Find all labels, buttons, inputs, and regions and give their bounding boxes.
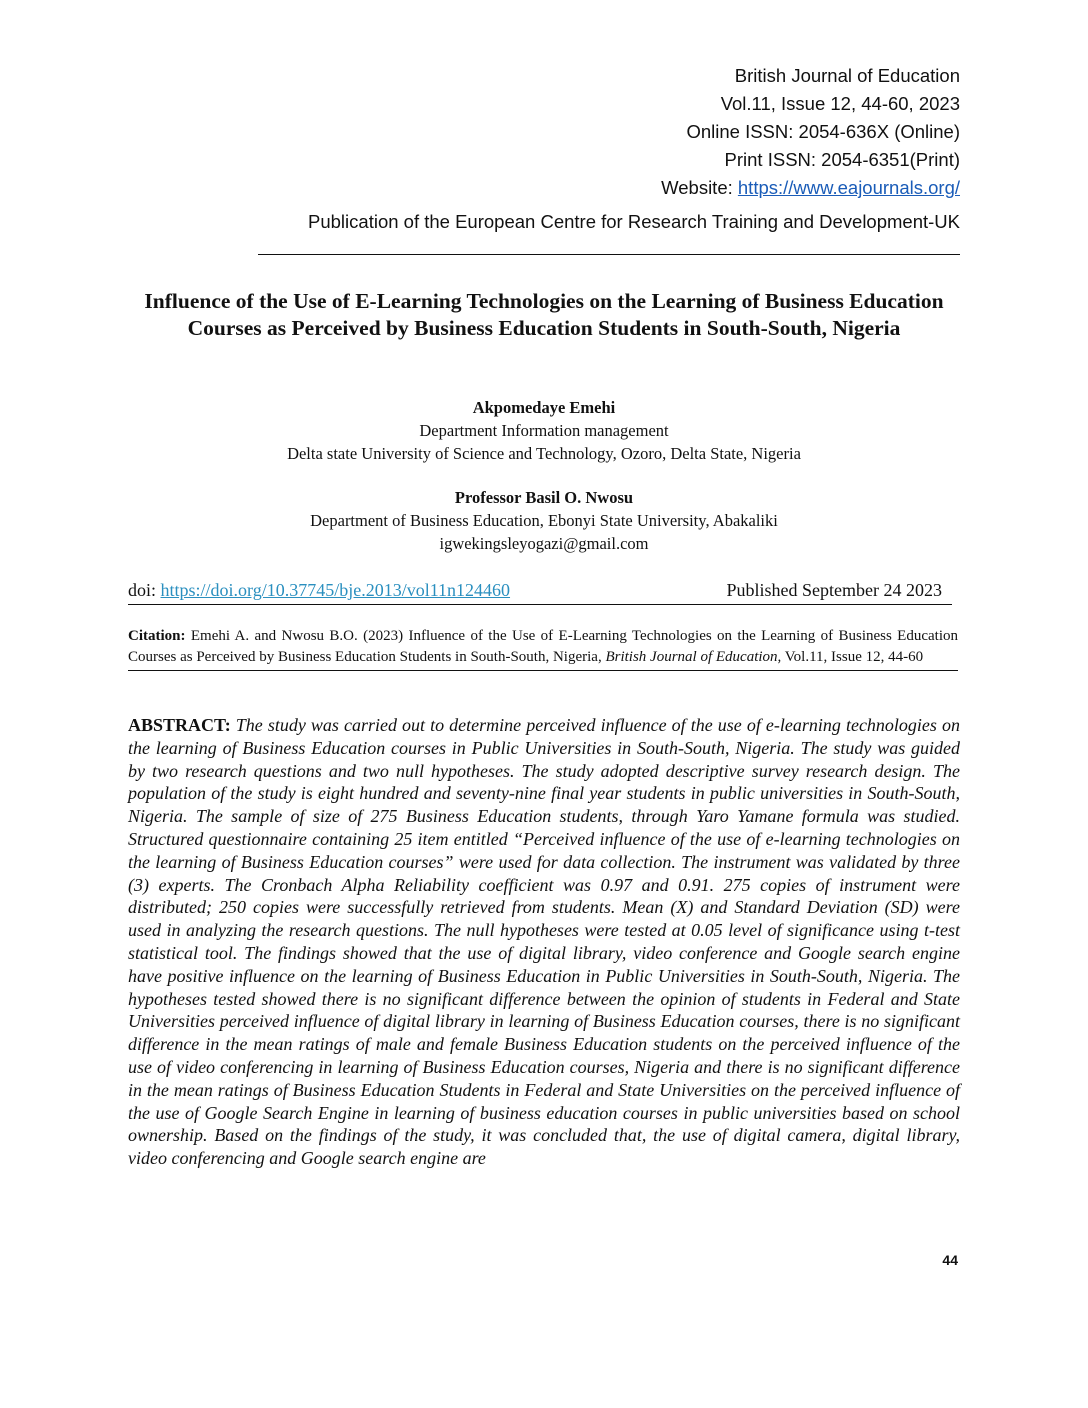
author-name: Akpomedaye Emehi [472,398,616,417]
print-issn: Print ISSN: 2054-6351(Print) [724,149,960,170]
paper-title: Influence of the Use of E-Learning Technologies on the Learning of Business Education Courses as Perceived by Business Education Students in South-South, Nigeria [144,289,944,340]
author-block-2 [130,486,958,555]
journal-name: British Journal of Education [734,65,960,86]
website-link[interactable]: https://www.eajournals.org/ [737,177,960,198]
author-institution: Delta state University of Science and Technology, Ozoro, Delta State, Nigeria [287,444,801,463]
online-issn: Online ISSN: 2054-636X (Online) [686,121,960,142]
citation [128,626,958,671]
abstract-text: The study was carried out to determine perceived influence of the use of e-learning technologies on the learning of Business Education courses in Public Universities in South-South, Nigeria. The study was guided by two research questions and two null hypotheses. The study adopted descriptive survey research design. The population of the study is eight hundred and seventy-nine final year students in public universities in South-South, Nigeria. The sample of size of 275 Business Education students, through Yaro Yamane formula was studied. Structured questionnaire containing 25 item entitled “Perceived influence of the use of e-learning technologies on the learning of Business Education courses” were used for data collection. The instrument was validated by three (3) experts. The Cronbach Alpha Reliability coefficient was 0.97 and 0.91. 275 copies of instrument were distributed; 250 copies were successfully retrieved from students. Mean (X) and Standard Deviation (SD) were used in analyzing the research questions. The null hypotheses were tested at 0.05 level of significance using t-test statistical tool. The findings showed that the use of digital library, video conference and Google search engine have positive influence on the learning of Business Education in Public Universities in South-South, Nigeria. The hypotheses tested showed there is no significant difference between the opinion of students in Federal and State Universities perceived influence of digital library in learning of Business Education courses, there is no significant difference in the mean ratings of male and female Business Education students on the perceived influence of the use of video conferencing in learning of Business Education courses, Nigeria and there is no significant difference in the mean ratings of Business Education Students in Federal and State Universities on the perceived influence of the use of Google Search Engine in learning of business education courses in public universities based on school ownership. Based on the findings of the study, it was concluded that, the use of digital camera, digital library, video conferencing and Google search engine are [128,715,960,1169]
citation-journal: British Journal of Education, [605,649,782,665]
abstract-label: ABSTRACT: [128,715,231,735]
doi-link[interactable]: https://doi.org/10.37745/bje.2013/vol11n124460 [160,580,511,600]
doi-label: doi: [128,580,161,600]
doi-row [128,578,952,605]
author-email: igwekingsleyogazi@gmail.com [439,534,649,553]
journal-volume: Vol.11, Issue 12, 44-60, 2023 [720,93,960,114]
publisher-line: Publication of the European Centre for Research Training and Development-UK [308,211,960,232]
journal-header [200,62,960,236]
citation-label: Citation: [128,628,186,644]
header-divider [258,254,960,255]
citation-volume: Vol.11, Issue 12, 44-60 [781,649,924,665]
author-name: Professor Basil O. Nwosu [454,488,634,507]
citation-text: Emehi A. and Nwosu B.O. (2023) Influence of the Use of E-Learning Technologies on the Learning of Business Education Courses as Perceived by Business Education Students in South-South, Nigeria, [128,628,958,665]
website-label: Website: [661,177,738,198]
abstract [128,714,960,1170]
author-block-1 [130,396,958,465]
author-department: Department of Business Education, Ebonyi State University, Abakaliki [310,511,778,530]
website-line [200,174,960,202]
page-number: 44 [942,1252,958,1268]
published-date: Published September 24 2023 [726,580,942,600]
author-department: Department Information management [419,421,669,440]
